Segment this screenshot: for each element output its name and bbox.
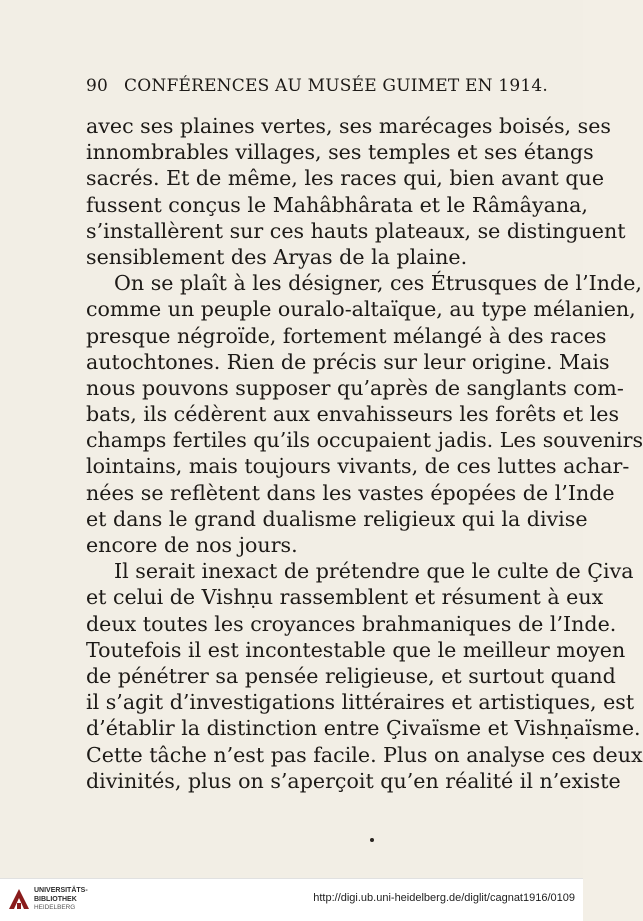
text-line: et dans le grand dualisme religieux qui la divise <box>86 506 588 531</box>
institution-line: UNIVERSITÄTS- <box>34 887 88 894</box>
text-line: bats, ils cédèrent aux envahisseurs les forêts et les <box>86 402 620 427</box>
text-line: d’établir la distinction entre Çivaïsme et Vishṇaïsme. <box>86 716 641 741</box>
text-line: avec ses plaines vertes, ses marécages boisés, ses <box>86 114 611 138</box>
text-line: et celui de Vishṇu rassemblent et résument à eux <box>86 585 604 610</box>
digitization-footer <box>0 878 583 921</box>
text-line: comme un peuple ouralo-altaïque, au type mélanien, <box>86 297 636 322</box>
text-line: de pénétrer sa pensée religieuse, et surtout quand <box>86 663 616 688</box>
text-line: encore de nos jours. <box>86 533 298 557</box>
text-line: Il serait inexact de prétendre que le culte de Çiva <box>114 559 634 584</box>
running-head <box>86 76 548 96</box>
text-line: sensiblement des Aryas de la plaine. <box>86 244 468 269</box>
running-title: CONFÉRENCES AU MUSÉE GUIMET EN 1914. <box>124 76 548 96</box>
text-line: Cette tâche n’est pas facile. Plus on analyse ces deux <box>86 742 643 767</box>
text-line: nées se reflètent dans les vastes épopées de l’Inde <box>86 480 615 505</box>
page-number: 90 <box>86 76 109 96</box>
text-line: deux toutes les croyances brahmaniques de l’Inde. <box>86 611 617 636</box>
institution-line: HEIDELBERG <box>34 904 76 911</box>
text-line: innombrables villages, ses temples et ses étangs <box>86 140 594 165</box>
text-line: Toutefois il est incontestable que le meilleur moyen <box>86 637 626 662</box>
text-line: nous pouvons supposer qu’après de sanglants com- <box>86 375 624 400</box>
text-line: champs fertiles qu’ils occupaient jadis. Les souvenirs <box>86 428 643 453</box>
text-line: divinités, plus on s’aperçoit qu’en réalité il n’existe <box>86 768 621 793</box>
permalink-url[interactable]: http://digi.ub.uni-heidelberg.de/diglit/cagnat1916/0109 <box>313 892 575 904</box>
institution-line: BIBLIOTHEK <box>34 895 77 903</box>
text-line: s’installèrent sur ces hauts plateaux, se distinguent <box>86 218 626 243</box>
text-line: sacrés. Et de même, les races qui, bien avant que <box>86 166 605 191</box>
text-line: lointains, mais toujours vivants, de ces luttes achar- <box>86 454 630 479</box>
institution-name <box>34 887 88 913</box>
text-line: presque négroïde, fortement mélangé à des races <box>86 323 607 348</box>
text-line: il s’agit d’investigations littéraires et artistiques, est <box>86 690 635 715</box>
text-line: autochtones. Rien de précis sur leur origine. Mais <box>86 349 610 374</box>
university-logo-icon <box>7 887 31 911</box>
ink-dot <box>370 838 374 842</box>
text-line: On se plaît à les désigner, ces Étrusques de l’Inde, <box>114 271 642 296</box>
text-line: fussent conçus le Mahâbhârata et le Râmâyana, <box>86 192 588 217</box>
body-text <box>86 113 643 794</box>
